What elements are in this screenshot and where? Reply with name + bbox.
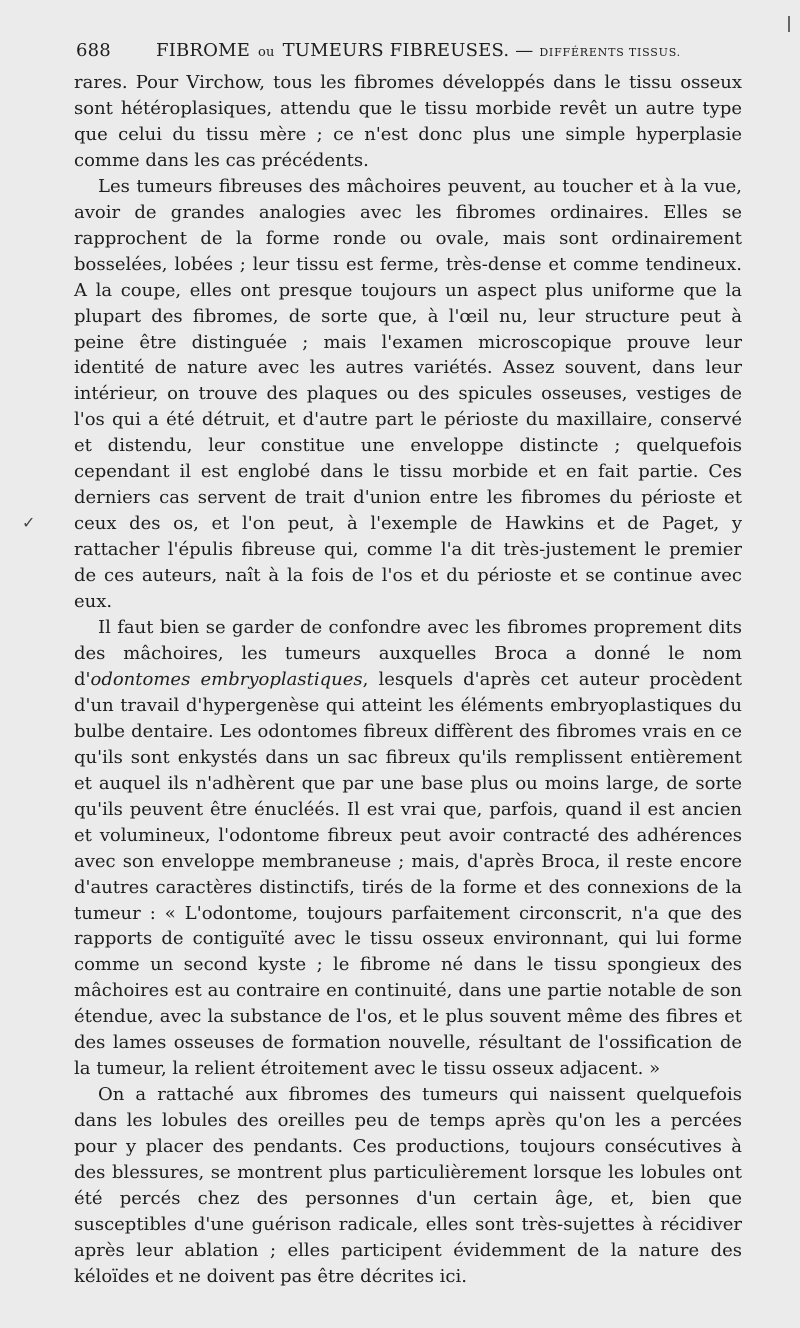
- paragraph-3-text-after: , lesquels d'après cet auteur procèdent d'un travail d'hypergenèse qui atteint les éléments embryoplastiques du bulbe dentaire. Les odontomes fibreux diffèrent des fibromes vrais en ce qu'ils sont enkystés dans un sac fibreux qu'ils remplissent entièrement et auquel ils n'adhèrent que par une base plus ou moins large, de sorte qu'ils peuvent être énucléés. Il est vrai que, parfois, quand il est ancien et volumineux, l'odontome fibreux peut avoir contracté des adhérences avec son enveloppe membraneuse ; mais, d'après Broca, il reste encore d'autres caractères distinctifs, tirés de la forme et des connexions de la tumeur : « L'odontome, toujours parfaitement circonscrit, n'a que des rapports de contiguïté avec le tissu osseux environnant, qui lui forme comme un second kyste ; le fibrome né dans le tissu spongieux des mâchoires est au contraire en continuité, dans une partie notable de son étendue, avec la substance de l'os, et le plus souvent même des fibres et des lames osseuses de formation nouvelle, résultant de l'ossification de la tumeur, la relient étroitement avec le tissu osseux adjacent. »: [74, 668, 743, 1080]
- paragraph-3-text-before: Il faut bien se garder de confondre avec les fibromes proprement dits des mâchoires, les tumeurs auxquelles Broca a donné le nom d': [74, 617, 742, 690]
- paragraph-4: On a rattaché aux fibromes des tumeurs qui naissent quelquefois dans les lobules des oreilles peu de temps après qu'on les a percées pour y placer des pendants. Ces productions, toujours consécutives à des blessures, se montrent plus particulièrement lorsque les lobules ont été percés chez des personnes d'un certain âge, et, bien que susceptibles d'une guérison radicale, elles sont très-sujettes à récidiver après leur ablation ; elles participent évidemment de la nature des kéloïdes et ne doivent pas être décrites ici.: [74, 1084, 742, 1287]
- paragraph-2: Les tumeurs fibreuses des mâchoires peuvent, au toucher et à la vue, avoir de grandes analogies avec les fibromes ordinaires. Elles se rapprochent de la forme ronde ou ovale, mais sont ordinairement bosselées, lobées ; leur tissu est ferme, très-dense et comme tendineux. A la coupe, elles ont presque toujours un aspect plus uniforme que la plupart des fibromes, de sorte que, à l'œil nu, leur structure peut à peine être distinguée ; mais l'examen microscopique prouve leur identité de nature avec les autres variétés. Assez souvent, dans leur intérieur, on trouve des plaques ou des spicules osseuses, vestiges de l'os qui a été détruit, et d'autre part le périoste du maxillaire, conservé et distendu, leur constitue une enveloppe distincte ; quelquefois cependant il est englobé dans le tissu morbide et en fait partie. Ces derniers cas servent de trait d'union entre les fibromes du périoste et ceux des os, et l'on peut, à l'exemple de Hawkins et de Paget, y rattacher l'épulis fibreuse qui, comme l'a dit très-justement le premier de ces auteurs, naît à la fois de l'os et du périoste et se continue avec eux.: [74, 175, 742, 613]
- running-title: [156, 40, 681, 61]
- margin-mark: ✓: [22, 513, 36, 532]
- running-title-conjunction: ou: [258, 45, 275, 60]
- page-edge-mark: [788, 16, 790, 32]
- paragraph-1: rares. Pour Virchow, tous les fibromes développés dans le tissu osseux sont hétéroplasiques, attendu que le tissu morbide revêt un autre type que celui du tissu mère ; ce n'est donc plus une simple hyperplasie comme dans les cas précédents.: [74, 72, 742, 171]
- page-number: 688: [76, 40, 111, 61]
- running-title-main: FIBROME: [156, 40, 251, 61]
- paragraph-3-italic-term: odontomes embryoplastiques: [90, 668, 363, 690]
- body-text: [74, 70, 742, 1290]
- paragraph-3: [74, 615, 742, 1082]
- running-title-separator: —: [515, 40, 534, 61]
- running-title-secondary: TUMEURS FIBREUSES.: [282, 40, 510, 61]
- running-head: [74, 36, 742, 70]
- running-subtitle: DIFFÉRENTS TISSUS.: [539, 46, 681, 59]
